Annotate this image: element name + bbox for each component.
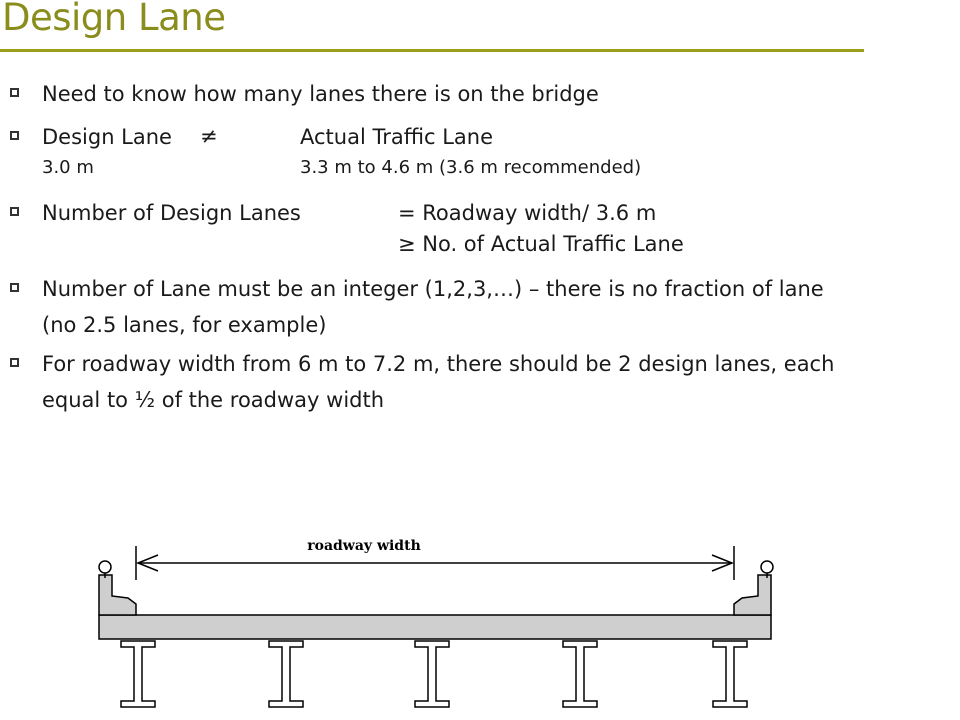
design-lane-width: 3.0 m <box>42 157 94 178</box>
girder-i-beam <box>713 641 747 707</box>
actual-traffic-lane-label: Actual Traffic Lane <box>300 125 494 149</box>
girder-i-beam <box>269 641 303 707</box>
roadway-width-label: roadway width <box>307 538 421 554</box>
integer-rule-line2: (no 2.5 lanes, for example) <box>42 313 327 337</box>
design-lanes-inequality: ≥ No. of Actual Traffic Lane <box>398 232 684 256</box>
deck-slab <box>99 615 771 639</box>
design-lane-label: Design Lane <box>42 125 172 149</box>
girder-i-beam <box>121 641 155 707</box>
girder-i-beam <box>415 641 449 707</box>
roadway-rule-line2: equal to ½ of the roadway width <box>42 388 385 412</box>
left-barrier <box>99 575 136 615</box>
not-equal-symbol: ≠ <box>200 124 218 148</box>
right-rail-post <box>761 561 773 573</box>
right-barrier <box>734 575 771 615</box>
left-rail-post <box>99 561 111 573</box>
roadway-rule-line1: For roadway width from 6 m to 7.2 m, there should be 2 design lanes, each <box>42 352 835 376</box>
actual-lane-width: 3.3 m to 4.6 m (3.6 m recommended) <box>300 157 642 178</box>
design-lanes-formula: = Roadway width/ 3.6 m <box>398 201 657 225</box>
bullet-text-lanes-needed: Need to know how many lanes there is on the bridge <box>42 82 599 106</box>
integer-rule-line1: Number of Lane must be an integer (1,2,3,…) – there is no fraction of lane <box>42 277 824 301</box>
girder-i-beam <box>563 641 597 707</box>
number-design-lanes-label: Number of Design Lanes <box>42 201 301 225</box>
page-title: Design Lane <box>2 0 226 39</box>
